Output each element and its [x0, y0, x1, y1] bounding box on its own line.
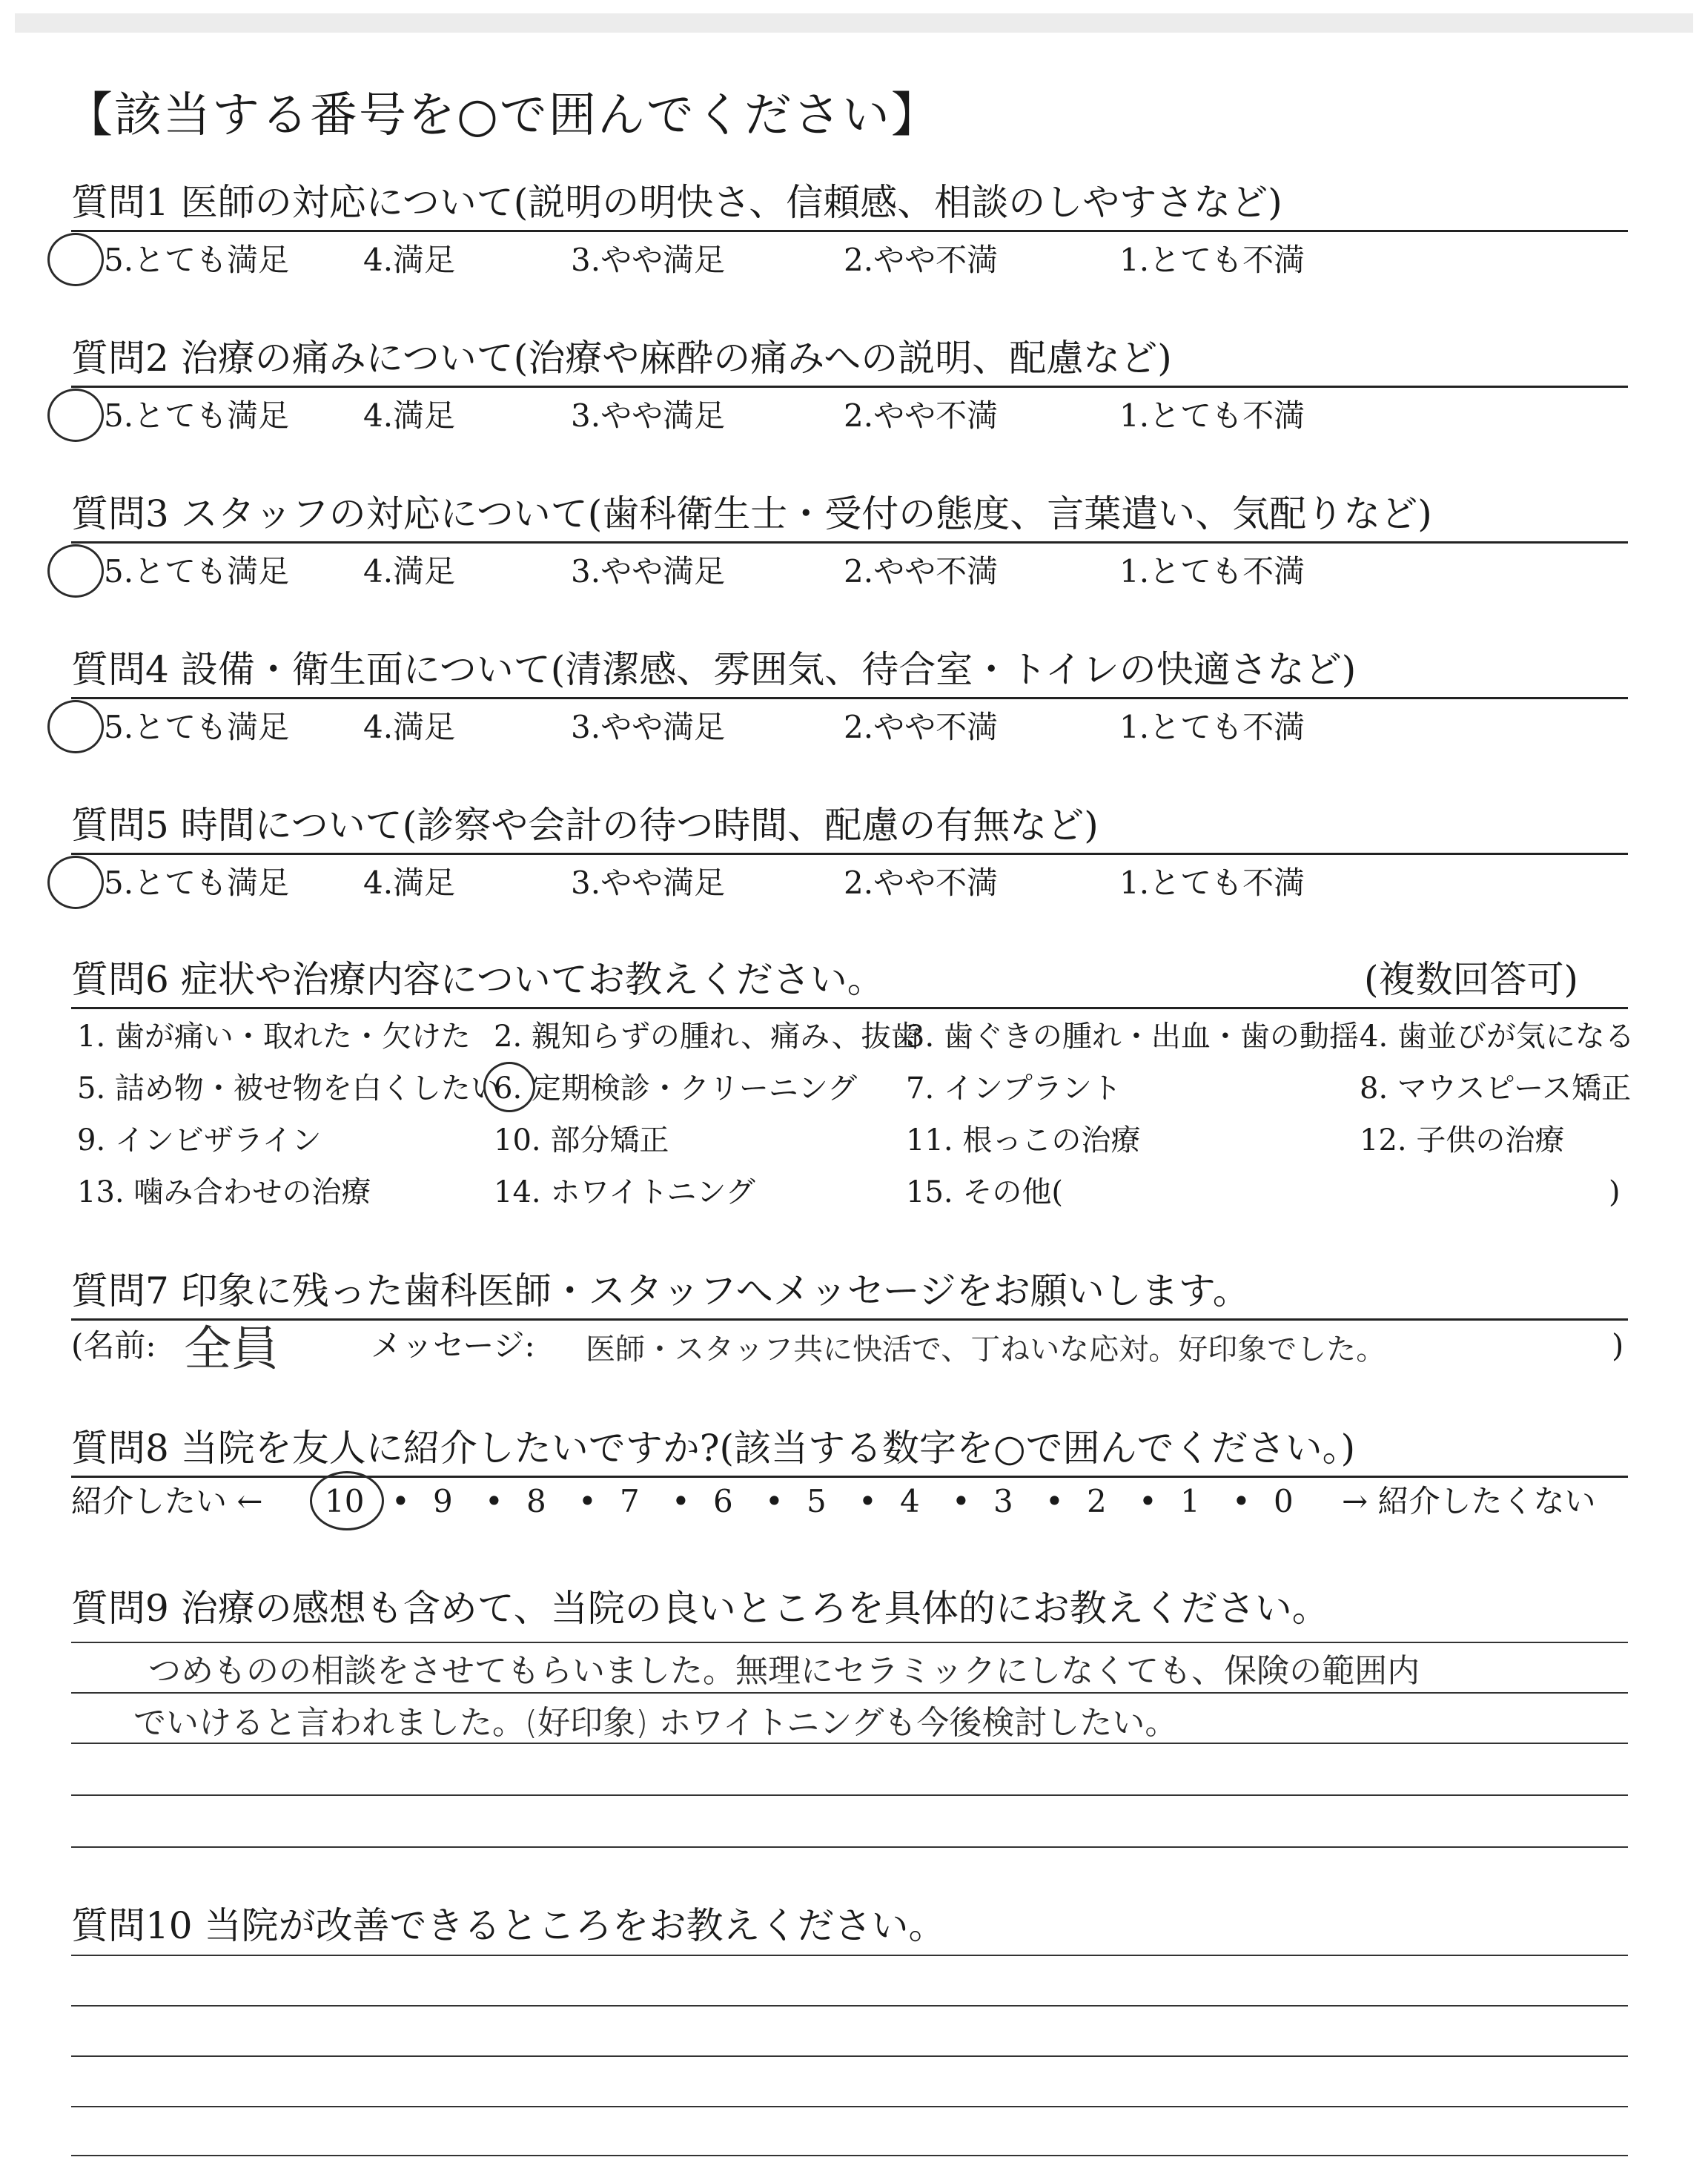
q1-option[interactable]: 3.やや満足	[571, 242, 726, 278]
q8-scale-separator: •	[1045, 1483, 1064, 1519]
q8-scale-separator: •	[952, 1483, 970, 1519]
q9-answer-line-2: でいけると言われました。(好印象) ホワイトニングも今後検討したい。	[133, 1704, 1178, 1742]
q6-option[interactable]: 9. インビザライン	[77, 1123, 322, 1157]
q8-scale-separator: •	[485, 1483, 503, 1519]
q6-option[interactable]: 11. 根っこの治療	[906, 1123, 1141, 1157]
q4-option[interactable]: 5.とても満足	[104, 709, 290, 745]
q10-rule-2	[71, 2005, 1628, 2007]
q2-option[interactable]: 4.満足	[363, 397, 456, 434]
q10-rule-1	[71, 1955, 1628, 1956]
q9-title: 質問9 治療の感想も含めて、当院の良いところを具体的にお教えください。	[71, 1587, 1329, 1630]
q2-option[interactable]: 1.とても不満	[1119, 397, 1305, 434]
q5-title: 質問5 時間について(診察や会計の待つ時間、配慮の有無など)	[71, 804, 1099, 847]
q8-scale-value[interactable]: 3	[993, 1483, 1013, 1519]
q8-left-label: 紹介したい ←	[71, 1483, 263, 1519]
q3-option[interactable]: 2.やや不満	[844, 553, 999, 589]
q5-option[interactable]: 1.とても不満	[1119, 865, 1305, 901]
q8-scale-separator: •	[1232, 1483, 1251, 1519]
q5-hand-circle	[47, 856, 104, 909]
q9-rule-2	[71, 1692, 1628, 1694]
q6-note: (複数回答可)	[1364, 958, 1579, 1001]
q4-title: 質問4 設備・衛生面について(清潔感、雰囲気、待合室・トイレの快適さなど)	[71, 648, 1357, 691]
q5-option[interactable]: 3.やや満足	[571, 865, 726, 901]
q7-rule	[71, 1318, 1628, 1321]
q5-rule	[71, 853, 1628, 855]
q10-rule-5	[71, 2155, 1628, 2156]
q1-title: 質問1 医師の対応について(説明の明快さ、信頼感、相談のしやすさなど)	[71, 181, 1282, 224]
q10-rule-4	[71, 2106, 1628, 2107]
q2-option[interactable]: 5.とても満足	[104, 397, 290, 434]
q6-option[interactable]: 13. 噛み合わせの治療	[77, 1175, 371, 1209]
q10-rule-3	[71, 2055, 1628, 2057]
q2-option[interactable]: 2.やや不満	[844, 397, 999, 434]
q6-option[interactable]: 7. インプラント	[906, 1071, 1122, 1106]
q1-hand-circle	[47, 233, 104, 286]
q5-option[interactable]: 4.満足	[363, 865, 456, 901]
q1-option[interactable]: 2.やや不満	[844, 242, 999, 278]
q6-option[interactable]: 10. 部分矯正	[494, 1123, 669, 1157]
q8-scale-value[interactable]: 9	[433, 1483, 453, 1519]
q2-title: 質問2 治療の痛みについて(治療や麻酔の痛みへの説明、配慮など)	[71, 337, 1172, 380]
q8-right-label: → 紹介したくない	[1342, 1483, 1596, 1519]
q8-scale-value[interactable]: 5	[807, 1483, 827, 1519]
q8-scale-value[interactable]: 10	[325, 1483, 365, 1519]
q6-option[interactable]: 14. ホワイトニング	[494, 1175, 755, 1209]
q1-rule	[71, 230, 1628, 232]
q9-rule-5	[71, 1846, 1628, 1848]
q6-option[interactable]: 12. 子供の治療	[1360, 1123, 1565, 1157]
q8-scale-value[interactable]: 1	[1180, 1483, 1200, 1519]
q3-option[interactable]: 1.とても不満	[1119, 553, 1305, 589]
q10-title: 質問10 当院が改善できるところをお教えください。	[71, 1904, 946, 1947]
q5-option[interactable]: 5.とても満足	[104, 865, 290, 901]
q8-hand-circle	[310, 1471, 384, 1530]
q3-rule	[71, 541, 1628, 544]
q2-option[interactable]: 3.やや満足	[571, 397, 726, 434]
q6-title: 質問6 症状や治療内容についてお教えください。	[71, 958, 884, 1001]
q6-option[interactable]: 4. 歯並びが気になる	[1360, 1020, 1635, 1054]
q8-scale-value[interactable]: 8	[526, 1483, 546, 1519]
q8-scale-value[interactable]: 0	[1274, 1483, 1294, 1519]
q7-name-handwriting: 全員	[184, 1322, 279, 1377]
q2-rule	[71, 386, 1628, 388]
q8-rule	[71, 1476, 1628, 1478]
q9-rule-1	[71, 1642, 1628, 1643]
q6-rule	[71, 1007, 1628, 1009]
q6-option[interactable]: 8. マウスピース矯正	[1360, 1071, 1632, 1106]
q8-scale-separator: •	[391, 1483, 410, 1519]
q8-scale-separator: •	[1139, 1483, 1157, 1519]
q4-rule	[71, 697, 1628, 699]
q8-scale-separator: •	[765, 1483, 784, 1519]
q6-option[interactable]: 1. 歯が痛い・取れた・欠けた	[77, 1020, 471, 1054]
q4-option[interactable]: 2.やや不満	[844, 709, 999, 745]
q3-option[interactable]: 4.満足	[363, 553, 456, 589]
q6-other-close-paren: )	[1609, 1175, 1621, 1209]
q6-option[interactable]: 3. 歯ぐきの腫れ・出血・歯の動揺	[906, 1020, 1359, 1054]
q1-option[interactable]: 5.とても満足	[104, 242, 290, 278]
scan-top-edge	[15, 13, 1693, 33]
q3-option[interactable]: 3.やや満足	[571, 553, 726, 589]
q9-answer-line-1: つめものの相談をさせてもらいました。無理にセラミックにしなくても、保険の範囲内	[148, 1652, 1420, 1690]
q6-option[interactable]: 15. その他(	[906, 1175, 1063, 1209]
q8-scale-separator: •	[858, 1483, 877, 1519]
q9-rule-4	[71, 1794, 1628, 1796]
q8-scale-separator: •	[578, 1483, 597, 1519]
q6-option[interactable]: 5. 詰め物・被せ物を白くしたい	[77, 1071, 500, 1106]
q4-option[interactable]: 4.満足	[363, 709, 456, 745]
q2-hand-circle	[47, 389, 104, 442]
q6-hand-circle	[483, 1062, 535, 1112]
q6-option[interactable]: 6. 定期検診・クリーニング	[494, 1071, 858, 1106]
q8-scale-value[interactable]: 7	[620, 1483, 640, 1519]
q1-option[interactable]: 4.満足	[363, 242, 456, 278]
q9-rule-3	[71, 1743, 1628, 1744]
q4-option[interactable]: 1.とても不満	[1119, 709, 1305, 745]
q7-close-paren: )	[1612, 1327, 1624, 1364]
q8-title: 質問8 当院を友人に紹介したいですか?(該当する数字を○で囲んでください。)	[71, 1427, 1356, 1470]
q8-scale-separator: •	[672, 1483, 690, 1519]
q7-message-label: メッセージ:	[371, 1327, 535, 1364]
q3-option[interactable]: 5.とても満足	[104, 553, 290, 589]
q4-option[interactable]: 3.やや満足	[571, 709, 726, 745]
q8-scale-value[interactable]: 6	[713, 1483, 733, 1519]
form-heading: 【該当する番号を○で囲んでください】	[65, 88, 940, 143]
q7-title: 質問7 印象に残った歯科医師・スタッフへメッセージをお願いします。	[71, 1269, 1250, 1312]
q6-option[interactable]: 2. 親知らずの腫れ、痛み、抜歯	[494, 1020, 921, 1054]
q7-message-handwriting: 医師・スタッフ共に快活で、丁ねいな応対。好印象でした。	[586, 1332, 1386, 1367]
q3-hand-circle	[47, 544, 104, 598]
q7-name-label: (名前:	[71, 1327, 156, 1364]
q5-option[interactable]: 2.やや不満	[844, 865, 999, 901]
q4-hand-circle	[47, 700, 104, 753]
q1-option[interactable]: 1.とても不満	[1119, 242, 1305, 278]
q3-title: 質問3 スタッフの対応について(歯科衛生士・受付の態度、言葉遣い、気配りなど)	[71, 492, 1432, 535]
q8-scale-value[interactable]: 4	[900, 1483, 920, 1519]
q8-scale-value[interactable]: 2	[1087, 1483, 1107, 1519]
